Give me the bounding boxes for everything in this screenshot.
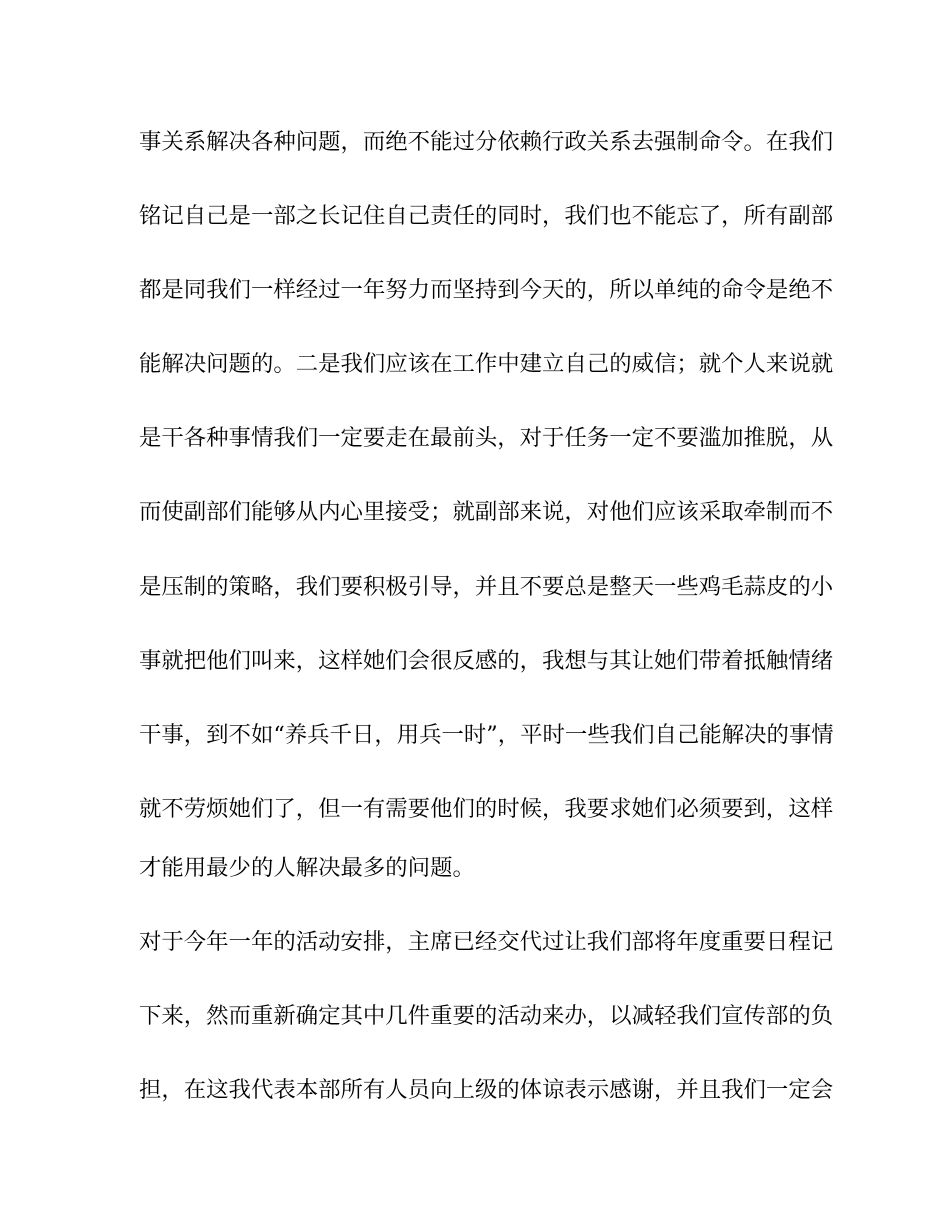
text-line: 铭记自己是一部之长记住自己责任的同时，我们也不能忘了，所有副部 (139, 203, 834, 229)
text-line: 才能用最少的人解决最多的问题。 (139, 855, 475, 881)
text-line: 担，在这我代表本部所有人员向上级的体谅表示感谢，并且我们一定会 (139, 1077, 834, 1103)
text-line: 都是同我们一样经过一年努力而坚持到今天的，所以单纯的命令是绝不 (139, 277, 834, 303)
text-line: 就不劳烦她们了，但一有需要他们的时候，我要求她们必须要到，这样 (139, 796, 834, 822)
text-line: 干事，到不如“养兵千日，用兵一时”，平时一些我们自己能解决的事情 (139, 722, 834, 748)
text-line: 对于今年一年的活动安排，主席已经交代过让我们部将年度重要日程记 (139, 929, 834, 955)
text-line: 是压制的策略，我们要积极引导，并且不要总是整天一些鸡毛蒜皮的小 (139, 574, 834, 600)
text-line: 是干各种事情我们一定要走在最前头，对于任务一定不要滥加推脱，从 (139, 425, 834, 451)
text-line: 事就把他们叫来，这样她们会很反感的，我想与其让她们带着抵触情绪 (139, 648, 834, 674)
text-line: 能解决问题的。二是我们应该在工作中建立自己的威信；就个人来说就 (139, 351, 834, 377)
text-line: 下来，然而重新确定其中几件重要的活动来办，以减轻我们宣传部的负 (139, 1003, 834, 1029)
text-line: 而使副部们能够从内心里接受；就副部来说，对他们应该采取牵制而不 (139, 499, 834, 525)
text-line: 事关系解决各种问题，而绝不能过分依赖行政关系去强制命令。在我们 (139, 129, 834, 155)
